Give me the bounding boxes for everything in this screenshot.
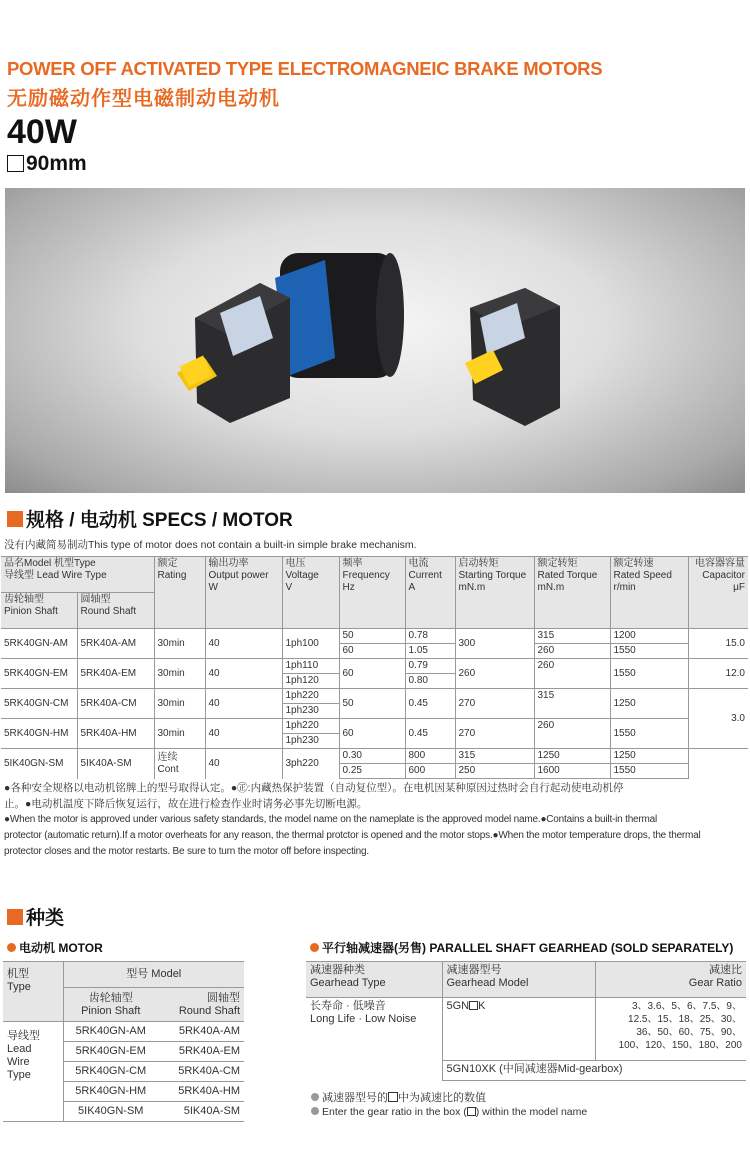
orange-square-marker bbox=[7, 511, 23, 527]
lead-wire-type: 导线型 Lead Wire Type bbox=[3, 1022, 63, 1122]
power-rating: 40W bbox=[7, 113, 77, 151]
frame-size bbox=[7, 152, 87, 176]
frame-size-value: 90mm bbox=[26, 152, 87, 175]
list-item: 5RK40A-CM bbox=[158, 1062, 244, 1082]
specs-table bbox=[1, 556, 748, 779]
frequency-header: 频率 Frequency Hz bbox=[339, 557, 405, 629]
specs-heading bbox=[7, 505, 293, 532]
table-row: 5RK40GN-AM 5RK40A-AM 30min 40 1ph100 50 0.78 300 315 1200 15.0 bbox=[1, 629, 748, 644]
orange-dot-icon bbox=[7, 943, 16, 952]
specs-note: 没有内藏简易制动This type of motor does not contain a built-in simple brake mechanism. bbox=[4, 539, 417, 551]
safety-notes: ●各种安全规格以电动机铭牌上的型号取得认定。●㊣:内藏热保护装置（自动复位型）。在电机因某种原因过热时会自行起动使电动机停 止。●电动机温度下降后恢复运行，故在进行检查作业时请务必事先切断电源。 ●When the motor is approved under various safety standards, the model name on the nameplate is the approved model name.●Contains a built-in thermal protector (automatic return).If a motor overheats for any reason, the thermal protctor is opened and the motor stops.●When the motor temperature drops, the thermal protector closes and the motor restarts. Be sure to turn the motor off before inspecting. bbox=[4, 782, 701, 857]
list-item: 5RK40GN-EM bbox=[63, 1042, 158, 1062]
list-item: 5IK40A-SM bbox=[158, 1102, 244, 1122]
gear-note-cn: 减速器型号的 中为减速比的数值 bbox=[311, 1089, 486, 1105]
table-row: 0.25 600 250 1600 1550 bbox=[1, 764, 748, 779]
gear-ratio-header: 减速比 Gear Ratio bbox=[595, 962, 746, 998]
table-row: 1ph230 bbox=[1, 734, 748, 749]
gearhead-table bbox=[306, 961, 746, 1081]
type-header: 机型 Type bbox=[3, 962, 63, 1022]
square-frame-icon bbox=[7, 155, 24, 172]
gearhead-model: 5GN K bbox=[442, 998, 595, 1061]
table-row: 5RK40GN-CM 5RK40A-CM 30min 40 1ph220 50 0.45 270 315 1250 3.0 bbox=[1, 689, 748, 704]
starting-torque-header: 启动转矩 Starting Torque mN.m bbox=[455, 557, 534, 629]
output-header: 输出功率 Output power W bbox=[205, 557, 282, 629]
table-row: 5IK40GN-SM 5IK40A-SM 连续 Cont 40 3ph220 0.30 800 315 1250 1250 bbox=[1, 749, 748, 764]
specs-heading-en: SPECS / MOTOR bbox=[142, 510, 293, 531]
model-header: 品名Model 机型Type 导线型 Lead Wire Type bbox=[1, 557, 154, 593]
rated-torque-header: 额定转矩 Rated Torque mN.m bbox=[534, 557, 610, 629]
table-row: 60 1.05 260 1550 bbox=[1, 644, 748, 659]
rated-speed-header: 额定转速 Rated Speed r/min bbox=[610, 557, 688, 629]
model-header: 型号 Model bbox=[63, 962, 244, 988]
gear-note-en: Enter the gear ratio in the box ( ) within the model name bbox=[311, 1106, 587, 1118]
motor-illustration bbox=[5, 188, 745, 493]
table-row: 5RK40GN-EM 5RK40A-EM 30min 40 1ph110 60 0.79 260 260 1550 12.0 bbox=[1, 659, 748, 674]
pinion-shaft-header: 齿轮轴型 Pinion Shaft bbox=[63, 988, 158, 1022]
list-item: 5IK40GN-SM bbox=[63, 1102, 158, 1122]
grey-dot-icon bbox=[311, 1093, 319, 1101]
gearhead-type: 长寿命 · 低噪音 Long Life · Low Noise bbox=[306, 998, 442, 1061]
box-placeholder-icon bbox=[388, 1092, 398, 1102]
list-item: 5RK40A-HM bbox=[158, 1082, 244, 1102]
gear-ratios: 3、3.6、5、6、7.5、9、 12.5、15、18、25、30、 36、50、60、75、90、 100、120、150、180、200 bbox=[595, 998, 746, 1061]
types-heading: 种类 bbox=[7, 903, 64, 930]
table-row: 1ph230 bbox=[1, 704, 748, 719]
box-placeholder-icon bbox=[469, 1001, 478, 1010]
motor-types-table bbox=[3, 961, 244, 1122]
capacitor-header: 电容器容量 Capacitor μF bbox=[688, 557, 748, 629]
list-item: 5RK40GN-AM bbox=[63, 1022, 158, 1042]
table-row: 1ph120 0.80 bbox=[1, 674, 748, 689]
orange-square-marker bbox=[7, 909, 23, 925]
motor-subheading: 电动机 MOTOR bbox=[7, 939, 103, 956]
box-placeholder-icon bbox=[467, 1107, 476, 1116]
rating-header: 额定 Rating bbox=[154, 557, 205, 629]
title-en: POWER OFF ACTIVATED TYPE ELECTROMAGNEIC BRAKE MOTORS bbox=[7, 58, 603, 79]
gearhead-model-header: 减速器型号 Gearhead Model bbox=[442, 962, 595, 998]
round-shaft-header: 圆轴型 Round Shaft bbox=[158, 988, 244, 1022]
pinion-shaft-header: 齿轮轴型 Pinion Shaft bbox=[1, 593, 77, 629]
gearhead-type-header: 减速器种类 Gearhead Type bbox=[306, 962, 442, 998]
title-cn: 无励磁动作型电磁制动电动机 bbox=[7, 88, 280, 110]
grey-dot-icon bbox=[311, 1107, 319, 1115]
list-item: 5RK40A-EM bbox=[158, 1042, 244, 1062]
voltage-header: 电压 Voltage V bbox=[282, 557, 339, 629]
round-shaft-header: 圆轴型 Round Shaft bbox=[77, 593, 154, 629]
list-item: 5RK40A-AM bbox=[158, 1022, 244, 1042]
list-item: 5RK40GN-HM bbox=[63, 1082, 158, 1102]
product-photo bbox=[5, 188, 745, 493]
list-item: 5RK40GN-CM bbox=[63, 1062, 158, 1082]
mid-gearbox: 5GN10XK (中间减速器Mid-gearbox) bbox=[442, 1061, 746, 1081]
specs-heading-cn: 规格 / 电动机 bbox=[26, 510, 137, 531]
current-header: 电流 Current A bbox=[405, 557, 455, 629]
gearhead-subheading: 平行轴减速器(另售) PARALLEL SHAFT GEARHEAD (SOLD SEPARATELY) bbox=[310, 939, 733, 956]
table-row: 5RK40GN-HM 5RK40A-HM 30min 40 1ph220 60 0.45 270 260 1550 bbox=[1, 719, 748, 734]
orange-dot-icon bbox=[310, 943, 319, 952]
